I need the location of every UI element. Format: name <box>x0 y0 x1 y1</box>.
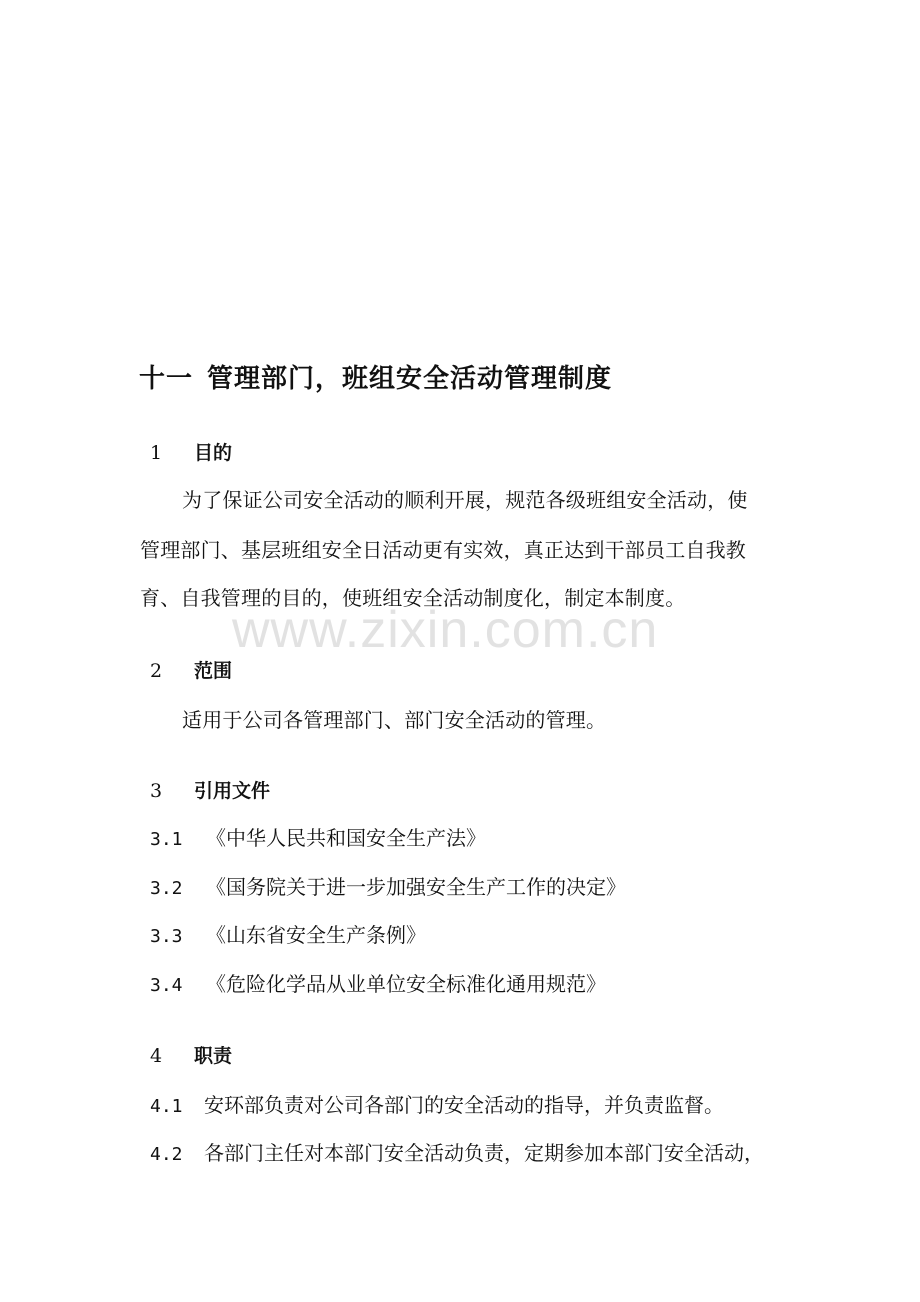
item-text: 各部门主任对本部门安全活动负责，定期参加本部门安全活动， <box>204 1141 764 1165</box>
section-number: 3 <box>150 780 163 802</box>
section-number: 4 <box>150 1045 163 1067</box>
item-text: 《中华人民共和国安全生产法》 <box>206 826 486 850</box>
document-title <box>139 358 612 395</box>
section-title: 范围 <box>194 660 233 682</box>
title-number: 十一 <box>139 364 194 394</box>
section-heading-references <box>150 776 270 803</box>
item-text: 《危险化学品从业单位安全标准化通用规范》 <box>206 972 606 996</box>
list-item <box>150 871 626 900</box>
item-number: 3.4 <box>150 975 183 996</box>
list-item <box>150 968 606 997</box>
item-number: 3.2 <box>150 878 183 899</box>
item-text: 《山东省安全生产条例》 <box>206 923 426 947</box>
section-heading-responsibilities <box>150 1041 232 1068</box>
purpose-paragraph-line-3: 育、自我管理的目的，使班组安全活动制度化，制定本制度。 <box>140 586 686 610</box>
list-item <box>150 1137 764 1166</box>
item-number: 4.1 <box>150 1096 183 1117</box>
section-number: 2 <box>150 660 163 682</box>
section-heading-scope <box>150 656 232 683</box>
section-title: 目的 <box>194 442 233 464</box>
section-title: 职责 <box>194 1045 233 1067</box>
item-text: 《国务院关于进一步加强安全生产工作的决定》 <box>206 875 626 899</box>
purpose-paragraph-line-1: 为了保证公司安全活动的顺利开展，规范各级班组安全活动，使 <box>182 488 748 512</box>
title-text: 管理部门，班组安全活动管理制度 <box>207 364 613 394</box>
item-number: 4.2 <box>150 1144 183 1165</box>
section-title: 引用文件 <box>194 780 271 802</box>
item-number: 3.1 <box>150 829 183 850</box>
purpose-paragraph-line-2: 管理部门、基层班组安全日活动更有实效，真正达到干部员工自我教 <box>140 538 746 562</box>
section-number: 1 <box>150 442 163 464</box>
watermark: www.zixin.com.cn <box>232 601 659 659</box>
list-item <box>150 1089 724 1118</box>
item-number: 3.3 <box>150 926 183 947</box>
item-text: 安环部负责对公司各部门的安全活动的指导，并负责监督。 <box>204 1093 724 1117</box>
list-item <box>150 822 486 851</box>
list-item <box>150 919 426 948</box>
scope-paragraph-line-1: 适用于公司各管理部门、部门安全活动的管理。 <box>182 708 607 732</box>
section-heading-purpose <box>150 438 232 465</box>
